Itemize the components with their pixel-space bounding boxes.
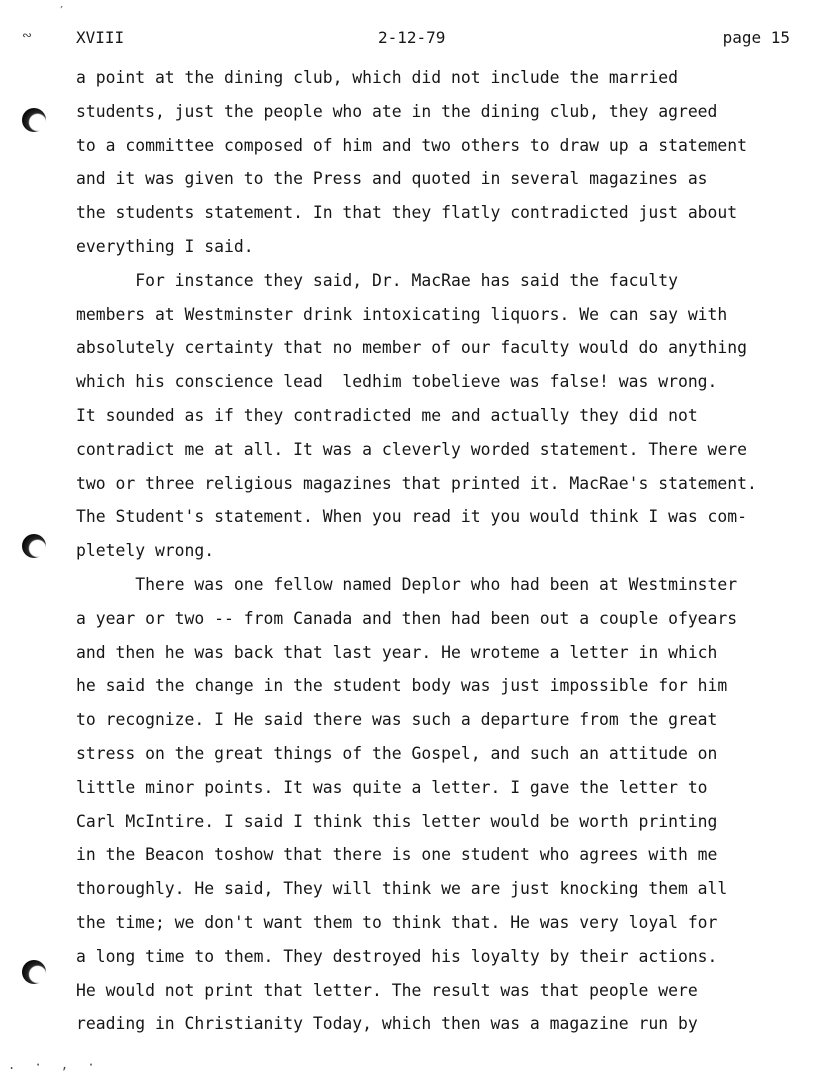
text-line: a long time to them. They destroyed his loyalty by their actions. [76, 946, 718, 966]
text-line: reading in Christianity Today, which then was a magazine run by [76, 1014, 698, 1034]
text-line: He would not print that letter. The result was that people were [76, 980, 698, 1000]
text-line: two or three religious magazines that printed it. MacRae's statement. [76, 473, 757, 493]
text-line: the time; we don't want them to think that. He was very loyal for [76, 912, 718, 932]
text-line: a point at the dining club, which did not include the married [76, 68, 678, 87]
scan-mark: ∾ [22, 28, 33, 42]
punch-hole-top [22, 108, 46, 132]
text-line: to recognize. I He said there was such a departure from the great [76, 710, 718, 730]
scan-mark: ′ [58, 4, 66, 18]
text-line: thoroughly. He said, They will think we are just knocking them all [76, 879, 728, 899]
text-line: little minor points. It was quite a letter. I gave the letter to [76, 777, 708, 797]
text-line: a year or two -- from Canada and then had been out a couple ofyears [76, 608, 738, 628]
text-line: It sounded as if they contradicted me and actually they did not [76, 405, 698, 425]
punch-hole-bottom [22, 960, 46, 984]
text-line: For instance they said, Dr. MacRae has said the faculty [76, 270, 678, 290]
text-line: pletely wrong. [76, 541, 215, 561]
section-number: XVIII [76, 28, 125, 47]
page-header [0, 28, 840, 52]
text-line: students, just the people who ate in the dining club, they agreed [76, 101, 718, 121]
body-text [76, 61, 806, 1041]
text-line: to a committee composed of him and two others to draw up a statement [76, 135, 748, 155]
text-line: and it was given to the Press and quoted in several magazines as [76, 169, 708, 189]
text-line: The Student's statement. When you read it you would think I was com- [76, 507, 748, 527]
text-line: in the Beacon toshow that there is one student who agrees with me [76, 845, 718, 865]
text-line: members at Westminster drink intoxicating liquors. We can say with [76, 304, 728, 324]
punch-hole-middle [22, 534, 46, 558]
text-line: stress on the great things of the Gospel, and such an attitude on [76, 743, 718, 763]
text-line: Carl McIntire. I said I think this letter would be worth printing [76, 811, 718, 831]
page-number: page 15 [722, 28, 790, 47]
text-line: There was one fellow named Deplor who had been at Westminster [76, 574, 738, 594]
text-line: everything I said. [76, 236, 254, 256]
header-date: 2-12-79 [378, 28, 446, 47]
text-line: the students statement. In that they flatly contradicted just about [76, 203, 738, 223]
text-line: and then he was back that last year. He wroteme a letter in which [76, 642, 718, 662]
text-line: contradict me at all. It was a cleverly worded statement. There were [76, 439, 748, 459]
text-line: which his conscience lead ledhim tobelieve was false! was wrong. [76, 372, 718, 392]
text-line: he said the change in the student body was just impossible for him [76, 676, 728, 696]
scan-mark: . · , · [8, 1058, 101, 1072]
text-line: absolutely certainty that no member of our faculty would do anything [76, 338, 748, 358]
